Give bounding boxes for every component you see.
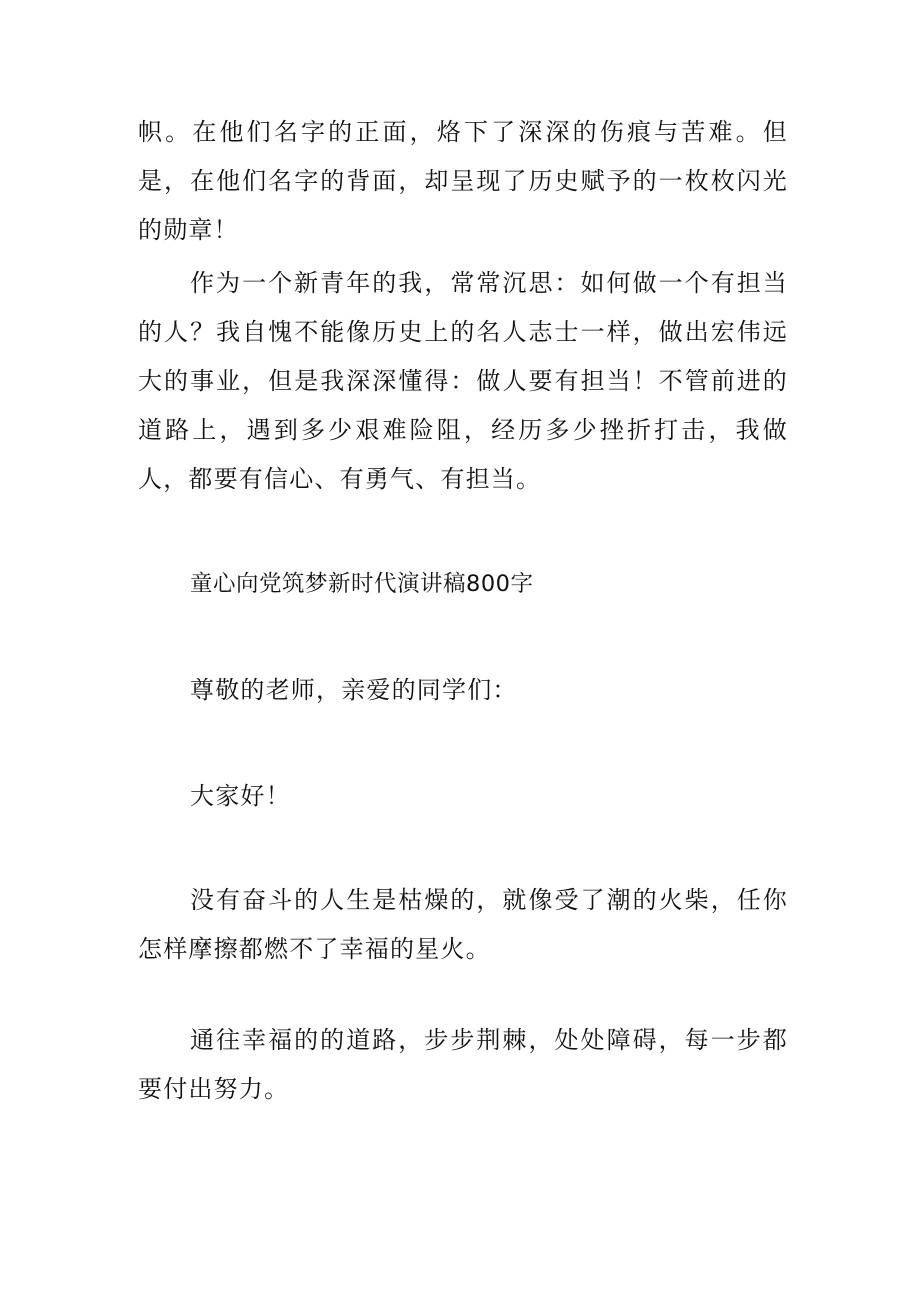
paragraph-struggle: 没有奋斗的人生是枯燥的，就像受了潮的火柴，任你怎样摩擦都燃不了幸福的星火。 — [138, 886, 788, 963]
paragraph-continuation: 帜。在他们名字的正面，烙下了深深的伤痕与苦难。但是，在他们名字的背面，却呈现了历史赋予的一枚枚闪光的勋章！ — [138, 118, 788, 244]
speech-title: 童心向党筑梦新时代演讲稿800字 — [190, 571, 534, 597]
hello-line: 大家好！ — [190, 782, 291, 810]
paragraph-responsibility: 作为一个新青年的我，常常沉思：如何做一个有担当的人？我自愧不能像历史上的名人志士一样，做出宏伟远大的事业，但是我深深懂得：做人要有担当！不管前进的道路上，遇到多少艰难险阻，经历多少挫折打击，我做人，都要有信心、有勇气、有担当。 — [138, 269, 788, 493]
greeting-line: 尊敬的老师，亲爱的同学们： — [190, 676, 518, 704]
paragraph-happiness-road: 通往幸福的的道路，步步荆棘，处处障碍，每一步都要付出努力。 — [138, 1026, 788, 1103]
